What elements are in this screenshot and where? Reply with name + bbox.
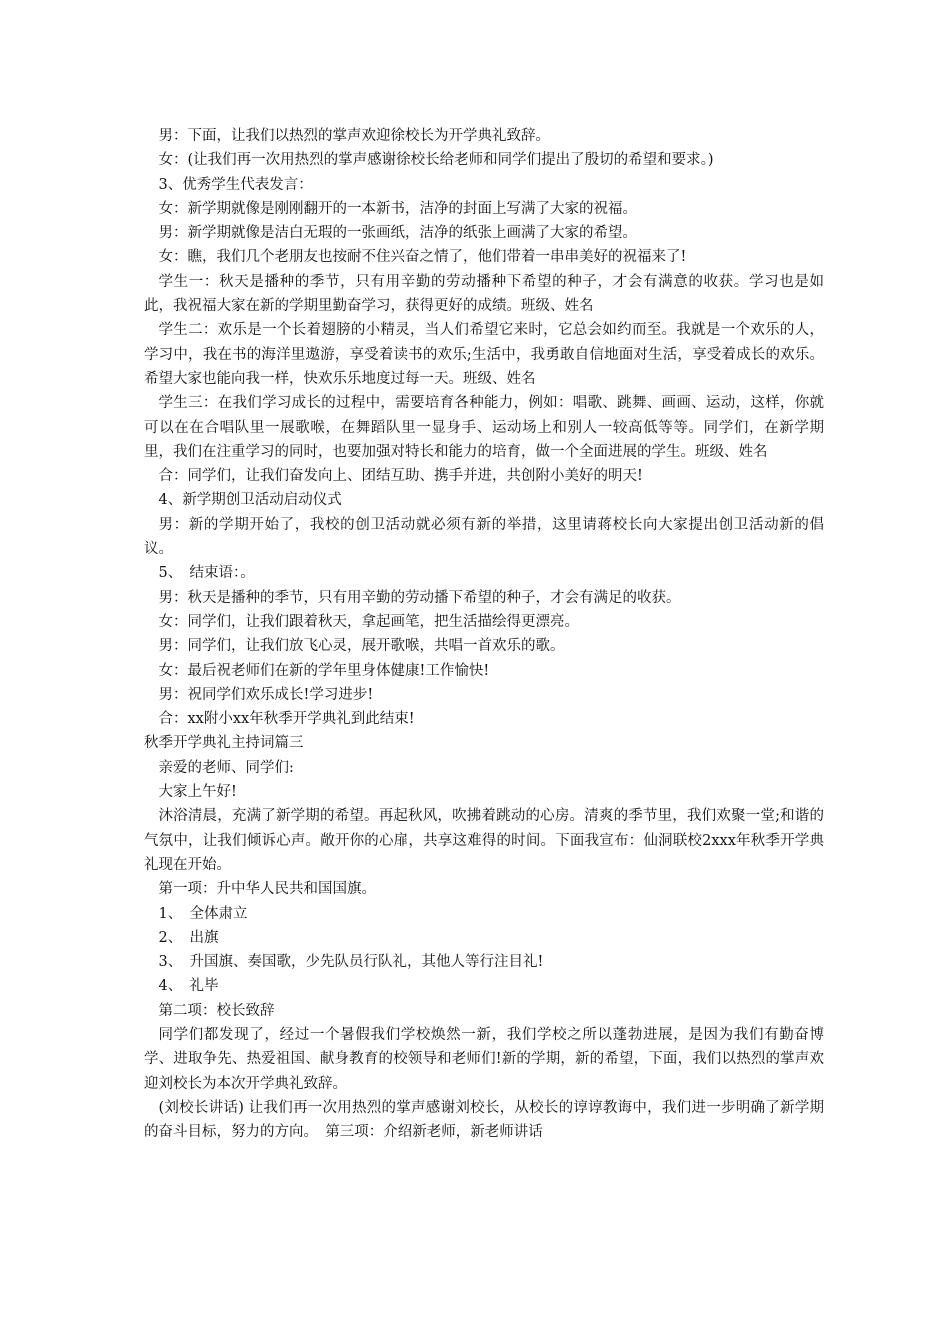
section-heading: 3、优秀学生代表发言： <box>158 176 313 193</box>
paragraph: 男：下面，让我们以热烈的掌声欢迎徐校长为开学典礼致辞。 <box>158 128 550 144</box>
paragraph: (刘校长讲话) 让我们再一次用热烈的掌声感谢刘校长，从校长的谆谆教诲中，我们进一步明确了新学期的奋斗目标，努力的方向。 第三项：介绍新老师，新老师讲话 <box>144 1099 824 1141</box>
paragraph: 亲爱的老师、同学们: <box>158 759 294 776</box>
paragraph: 男：新的学期开始了，我校的创卫活动就必须有新的举措，这里请蒋校长向大家提出创卫活动新的倡议。 <box>144 516 824 558</box>
section-heading: 第二项：校长致辞 <box>158 1002 275 1019</box>
section-heading: 5、 结束语：。 <box>158 565 255 582</box>
paragraph: 女：最后祝老师们在新的学年里身体健康!工作愉快! <box>158 662 490 679</box>
paragraph: 学生二：欢乐是一个长着翅膀的小精灵，当人们希望它来时，它总会如约而至。我就是一个欢乐的人，学习中，我在书的海洋里遨游，享受着读书的欢乐;生活中，我勇敢自信地面对生活，享受着成长的欢乐。希望大家也能向我一样，快欢乐乐地度过每一天。班级、姓名 <box>144 322 824 387</box>
paragraph: 男：秋天是播种的季节，只有用辛勤的劳动播下希望的种子，才会有满足的收获。 <box>158 589 681 606</box>
paragraph: 男：同学们，让我们放飞心灵，展开歌喉，共唱一首欢乐的歌。 <box>158 638 565 655</box>
section-heading: 4、新学期创卫活动启动仪式 <box>158 492 342 509</box>
document-title: 秋季开学典礼主持词篇三 <box>144 735 304 752</box>
paragraph: 同学们都发现了，经过一个暑假我们学校焕然一新，我们学校之所以蓬勃进展，是因为我们有勤奋博学、进取争先、热爱祖国、献身教育的校领导和老师们!新的学期，新的希望，下面，我们以热烈的掌声欢迎刘校长为本次开学典礼致辞。 <box>144 1026 824 1092</box>
paragraph: 合：同学们，让我们奋发向上、团结互助、携手并进，共创附小美好的明天! <box>158 468 643 485</box>
paragraph: 沐浴清晨，充满了新学期的希望。再起秋风，吹拂着跳动的心房。清爽的季节里，我们欢聚一堂;和谐的气氛中，让我们倾诉心声。敞开你的心扉，共享这难得的时间。下面我宣布：仙洞联校2xxx年秋季开学典礼现在开始。 <box>144 808 824 873</box>
list-item: 1、 全体肃立 <box>158 905 248 922</box>
paragraph: 男：新学期就像是洁白无瑕的一张画纸，洁净的纸张上画满了大家的希望。 <box>158 225 637 242</box>
paragraph: 男：祝同学们欢乐成长!学习进步! <box>158 686 374 703</box>
paragraph: 女：同学们，让我们跟着秋天，拿起画笔，把生活描绘得更漂亮。 <box>158 613 579 630</box>
paragraph: 女：新学期就像是刚刚翻开的一本新书，洁净的封面上写满了大家的祝福。 <box>158 200 637 217</box>
document-page <box>144 124 824 1144</box>
section-heading: 第一项：升中华人民共和国国旗。 <box>158 881 376 898</box>
paragraph: 女：(让我们再一次用热烈的掌声感谢徐校长给老师和同学们提出了殷切的希望和要求。) <box>158 152 714 169</box>
list-item: 4、 礼毕 <box>158 978 219 995</box>
paragraph: 合：xx附小xx年秋季开学典礼到此结束! <box>158 711 415 728</box>
paragraph: 学生一：秋天是播种的季节，只有用辛勤的劳动播种下希望的种子，才会有满意的收获。学习也是如此，我祝福大家在新的学期里勤奋学习，获得更好的成绩。班级、姓名 <box>144 273 824 315</box>
paragraph: 女：瞧，我们几个老朋友也按耐不住兴奋之情了，他们带着一串串美好的祝福来了! <box>158 249 687 266</box>
paragraph: 大家上午好! <box>158 784 237 801</box>
list-item: 3、 升国旗、奏国歌，少先队员行队礼，其他人等行注目礼! <box>158 954 544 971</box>
list-item: 2、 出旗 <box>158 929 219 946</box>
paragraph: 学生三：在我们学习成长的过程中，需要培育各种能力，例如：唱歌、跳舞、画画、运动，这样，你就可以在在合唱队里一展歌喉，在舞蹈队里一显身手、运动场上和别人一较高低等等。同学们，在新学期里，我们在注重学习的同时，也要加强对特长和能力的培育，做一个全面进展的学生。班级、姓名 <box>144 395 824 460</box>
